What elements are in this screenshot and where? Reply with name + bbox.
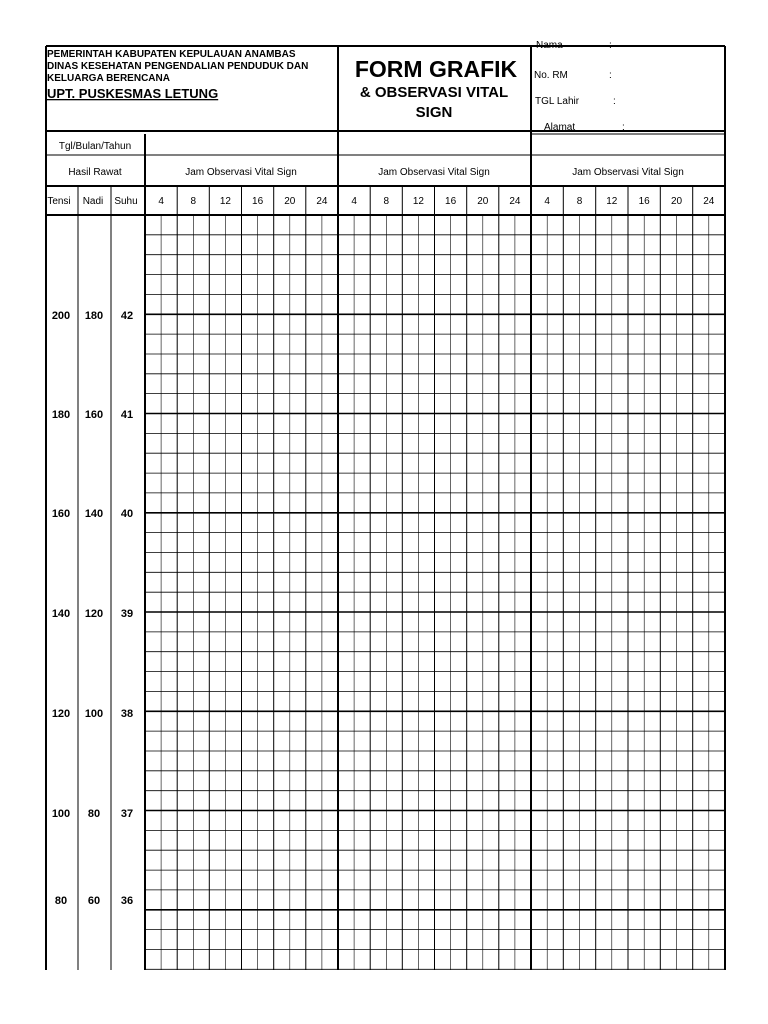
patient-sep: : [613,96,616,107]
hour-label: 16 [445,196,457,207]
observation-hours-label: Jam Observasi Vital Sign [572,167,684,178]
agency-block [47,49,308,101]
scale-suhu-label: 36 [120,895,134,907]
patient-sep: : [609,70,612,81]
patient-sep: : [622,122,625,133]
hour-label: 8 [190,196,197,207]
hour-label: 20 [670,196,683,207]
scale-suhu-label: 39 [120,608,134,620]
care-result-label: Hasil Rawat [68,167,122,178]
title-main: FORM GRAFIK [354,56,518,82]
scale-nadi-label: 140 [84,508,104,520]
observation-grid [145,186,725,970]
patient-label-norm: No. RM [534,70,568,81]
patient-info [534,40,625,133]
hour-label: 12 [606,196,618,207]
scale-tensi-label: 140 [51,608,71,620]
scale-nadi-label: 80 [87,808,101,820]
scale-suhu-label: 38 [120,708,134,720]
patient-label-nama: Nama [536,40,563,51]
hour-label: 4 [158,196,164,207]
agency-line: PEMERINTAH KABUPATEN KEPULAUAN ANAMBAS [47,49,296,60]
hour-label: 20 [284,196,296,207]
form-title [355,56,518,121]
scale-nadi-label: 160 [84,409,104,421]
patient-label-alamat: Alamat [544,122,576,133]
observation-hours-label: Jam Observasi Vital Sign [378,167,490,178]
agency-line: DINAS KESEHATAN PENGENDALIAN PENDUDUK DAN [47,61,309,72]
hour-label: 16 [252,196,264,207]
scale-nadi-label: 120 [84,608,104,620]
scale-tensi-label: 100 [51,808,71,820]
column-nadi: Nadi [82,196,104,207]
hour-label: 12 [412,196,424,207]
hour-label: 20 [477,196,489,207]
hour-label: 4 [544,196,550,207]
scale-tensi-label: 200 [51,310,71,322]
scale-nadi-label: 60 [87,895,101,907]
scale-suhu-label: 41 [120,409,134,421]
scale-tensi-label: 120 [51,708,71,720]
scale-tensi-label: 160 [51,508,71,520]
facility-name: UPT. PUSKESMAS LETUNG [47,86,219,101]
scale-suhu-label: 40 [120,508,134,520]
hour-label: 16 [638,196,650,207]
title-sub-1: & OBSERVASI VITAL [359,84,509,101]
hour-label: 24 [509,196,521,207]
scale-nadi-label: 180 [84,310,104,322]
agency-line: KELUARGA BERENCANA [47,73,170,84]
observation-hours-label: Jam Observasi Vital Sign [185,167,297,178]
title-sub-2: SIGN [415,104,453,121]
hour-label: 24 [316,196,328,207]
hour-label: 12 [219,196,231,207]
date-row-label: Tgl/Bulan/Tahun [58,141,132,152]
hour-label: 4 [351,196,357,207]
scale-tensi-label: 80 [54,895,68,907]
hour-label: 8 [383,196,390,207]
column-suhu: Suhu [114,196,138,207]
scale-nadi-label: 100 [84,708,104,720]
column-tensi: Tensi [47,196,71,207]
hour-label: 8 [576,196,583,207]
patient-label-tgl-lahir: TGL Lahir [535,96,580,107]
form-frame [46,46,725,970]
hour-label: 24 [703,196,715,207]
scale-labels [52,310,133,907]
patient-sep: : [609,40,612,51]
scale-suhu-label: 37 [120,808,134,820]
scale-tensi-label: 180 [51,409,71,421]
scale-suhu-label: 42 [120,310,134,322]
